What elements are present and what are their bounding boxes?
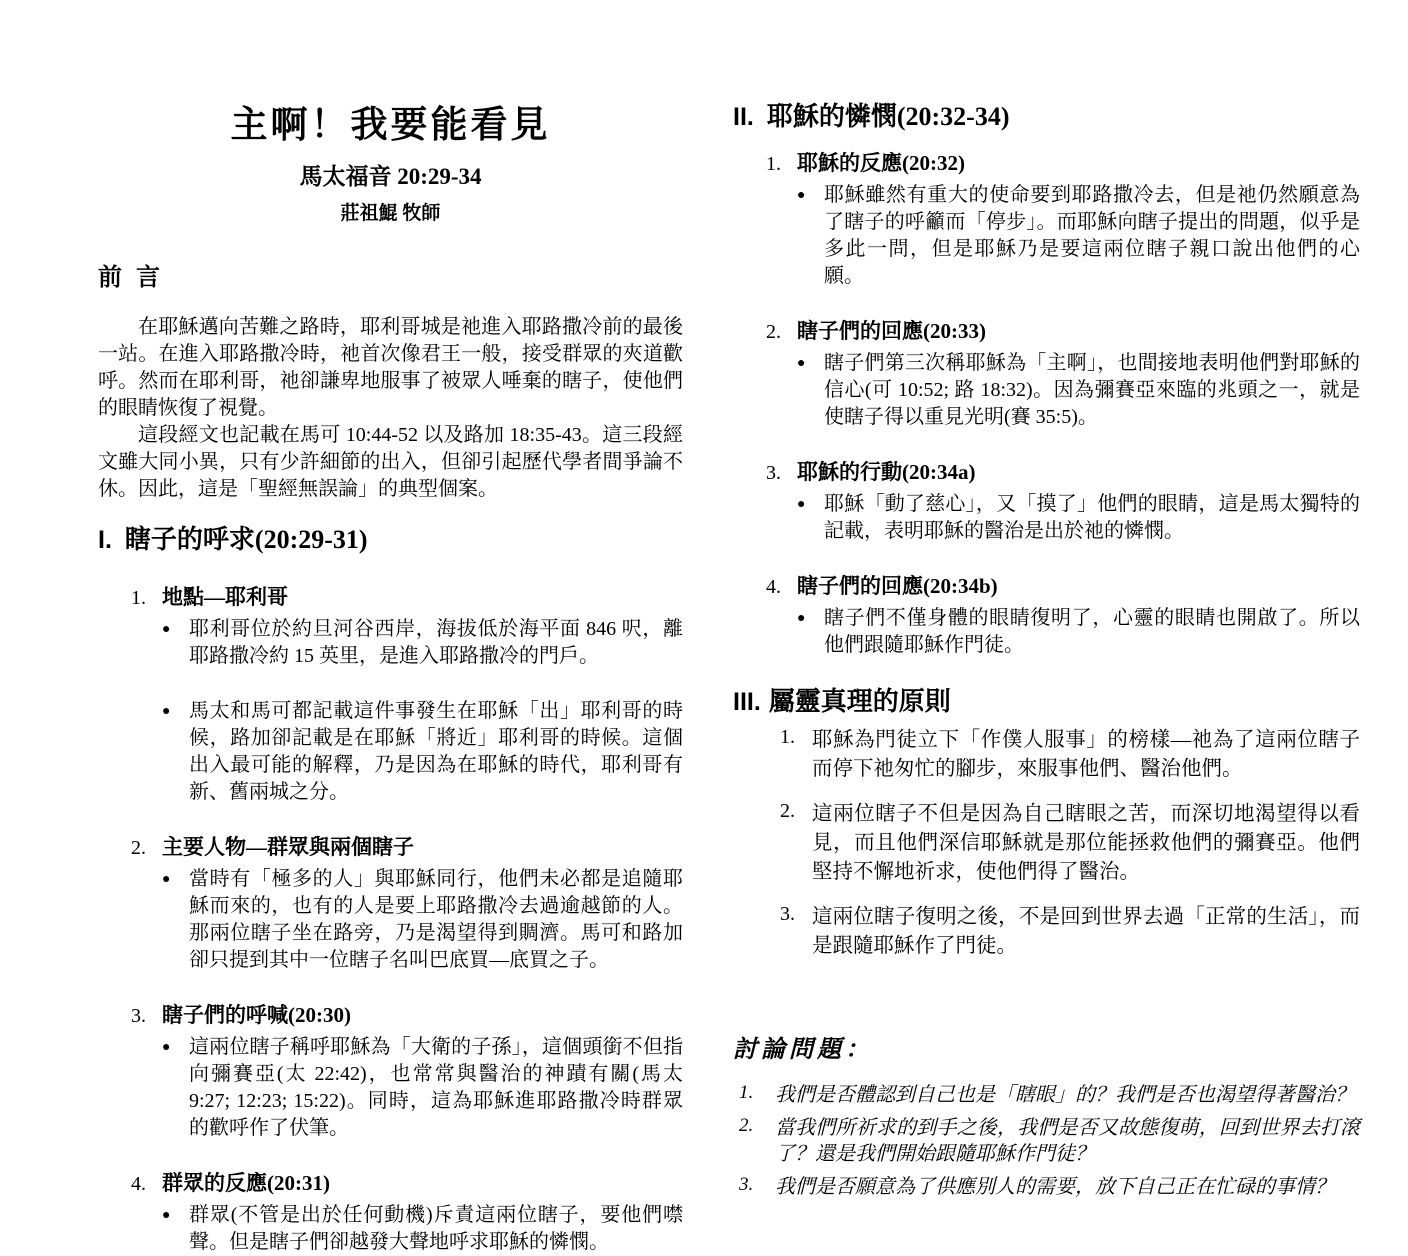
outline-item xyxy=(98,581,683,806)
question-text: 我們是否體認到自己也是「瞎眼」的？我們是否也渴望得著醫治？ xyxy=(775,1084,1355,1106)
bullet-item xyxy=(797,350,1360,431)
outline-item xyxy=(733,315,1360,431)
outline-item xyxy=(98,831,683,974)
section-3-principles xyxy=(733,681,1360,961)
bullet-item xyxy=(797,182,1360,290)
item-heading xyxy=(733,456,1360,486)
bullet-text: 耶利哥位於約旦河谷西岸，海拔低於海平面 846 呎，離耶路撒冷約 15 英里，是進入耶路撒冷的門戶。 xyxy=(189,618,683,667)
preface-paragraph-2: 這段經文也記載在馬可 10:44-52 以及路加 18:35-43。這三段經文雖大同小異，只有少許細節的出入，但卻引起歷代學者間爭論不休。因此，這是「聖經無誤論」的典型個案。 xyxy=(98,424,683,500)
question-number: 3. xyxy=(739,1174,754,1195)
item-heading xyxy=(733,570,1360,600)
bullet-icon: ● xyxy=(797,611,806,626)
principle-item xyxy=(780,726,1360,784)
bullet-text: 群眾(不管是出於任何動機)斥責這兩位瞎子，要他們噤聲。但是瞎子們卻越發大聲地呼求耶穌的憐憫。 xyxy=(189,1204,683,1253)
discussion-section xyxy=(733,1029,1360,1200)
section-2 xyxy=(733,96,1360,659)
item-heading xyxy=(733,147,1360,177)
item-title: 瞎子們的回應(20:33) xyxy=(797,319,986,343)
bullet-icon: ● xyxy=(162,1040,171,1055)
question-number: 2. xyxy=(739,1115,754,1136)
item-heading xyxy=(98,1167,683,1197)
section-2-heading xyxy=(733,96,1360,133)
bullet-item xyxy=(162,1034,683,1142)
bullet-icon: ● xyxy=(797,188,806,203)
bullet-text: 這兩位瞎子稱呼耶穌為「大衛的子孫」，這個頭銜不但指向彌賽亞(太 22:42)，也常常與醫治的神蹟有關(馬太 9:27; 12:23; 15:22)。同時，這為耶穌進耶路撒冷時群眾的歡呼作了伏筆。 xyxy=(189,1036,683,1139)
item-number: 1. xyxy=(131,587,146,609)
item-heading xyxy=(98,581,683,611)
principle-item xyxy=(780,800,1360,887)
item-heading xyxy=(98,831,683,861)
item-heading xyxy=(98,999,683,1029)
item-number: 2. xyxy=(766,321,781,343)
bullet-item xyxy=(162,616,683,670)
principle-text: 這兩位瞎子復明之後，不是回到世界去過「正常的生活」，而是跟隨耶穌作了門徒。 xyxy=(812,906,1360,957)
bullet-item xyxy=(162,866,683,974)
bullet-icon: ● xyxy=(797,356,806,371)
bullet-icon: ● xyxy=(797,497,806,512)
principle-number: 1. xyxy=(780,726,795,748)
discussion-question xyxy=(739,1082,1360,1108)
page-title: 主啊！我要能看見 xyxy=(230,105,551,146)
section-1 xyxy=(98,519,683,1256)
item-number: 4. xyxy=(766,576,781,598)
item-number: 4. xyxy=(131,1173,146,1195)
principle-number: 3. xyxy=(780,903,795,925)
bullet-icon: ● xyxy=(162,872,171,887)
outline-item xyxy=(733,570,1360,659)
bullet-text: 當時有「極多的人」與耶穌同行，他們未必都是追隨耶穌而來的，也有的人是要上耶路撒冷去過逾越節的人。那兩位瞎子坐在路旁，乃是渴望得到賙濟。馬可和路加卻只提到其中一位瞎子名叫巴底買—底買之子。 xyxy=(189,868,683,971)
bullet-text: 馬太和馬可都記載這件事發生在耶穌「出」耶利哥的時候，路加卻記載是在耶穌「將近」耶利哥的時候。這個出入最可能的解釋，乃是因為在耶穌的時代，耶利哥有新、舊兩城之分。 xyxy=(189,700,683,803)
section-2-numeral: II. xyxy=(733,103,754,131)
section-3-heading xyxy=(733,681,1360,718)
section-2-title: 耶穌的憐憫(20:32-34) xyxy=(766,102,1010,131)
principle-text: 耶穌為門徒立下「作僕人服事」的榜樣—祂為了這兩位瞎子而停下祂匆忙的腳步，來服事他們、醫治他們。 xyxy=(812,729,1360,780)
item-number: 3. xyxy=(766,462,781,484)
section-3-numeral: III. xyxy=(733,688,761,716)
item-number: 1. xyxy=(766,153,781,175)
item-number: 3. xyxy=(131,1005,146,1027)
item-title: 群眾的反應(20:31) xyxy=(162,1171,330,1195)
discussion-heading: 討論問題： xyxy=(733,1037,873,1063)
section-3-title: 屬靈真理的原則 xyxy=(768,687,951,716)
section-1-title: 瞎子的呼求(20:29-31) xyxy=(124,525,368,554)
section-1-numeral: I. xyxy=(98,526,112,554)
item-heading xyxy=(733,315,1360,345)
bullet-icon: ● xyxy=(162,622,171,637)
item-title: 地點—耶利哥 xyxy=(162,585,288,609)
item-title: 耶穌的反應(20:32) xyxy=(797,151,965,175)
item-number: 2. xyxy=(131,837,146,859)
bullet-text: 耶穌雖然有重大的使命要到耶路撒冷去，但是祂仍然願意為了瞎子的呼籲而「停步」。而耶穌向瞎子提出的問題，似乎是多此一問，但是耶穌乃是要這兩位瞎子親口說出他們的心願。 xyxy=(824,184,1360,287)
principle-item xyxy=(780,903,1360,961)
right-column xyxy=(733,96,1360,1207)
principle-number: 2. xyxy=(780,800,795,822)
preface-heading: 前 言 xyxy=(98,265,164,291)
principle-text: 這兩位瞎子不但是因為自己瞎眼之苦，而深切地渴望得以看見，而且他們深信耶穌就是那位能拯救他們的彌賽亞。他們堅持不懈地祈求，使他們得了醫治。 xyxy=(812,803,1360,883)
question-number: 1. xyxy=(739,1082,754,1103)
bullet-item xyxy=(797,605,1360,659)
bullet-text: 瞎子們不僅身體的眼睛復明了，心靈的眼睛也開啟了。所以他們跟隨耶穌作門徒。 xyxy=(824,607,1360,656)
question-text: 我們是否願意為了供應別人的需要，放下自己正在忙碌的事情？ xyxy=(775,1176,1335,1198)
outline-item xyxy=(733,456,1360,545)
outline-item xyxy=(98,999,683,1142)
preface-paragraph-1: 在耶穌邁向苦難之路時，耶利哥城是祂進入耶路撒冷前的最後一站。在進入耶路撒冷時，祂首次像君王一般，接受群眾的夾道歡呼。然而在耶利哥，祂卻謙卑地服事了被眾人唾棄的瞎子，使他們的眼睛恢復了視覺。 xyxy=(98,316,683,419)
outline-item xyxy=(98,1167,683,1256)
scripture-reference: 馬太福音 20:29-34 xyxy=(299,164,482,189)
bullet-text: 耶穌「動了慈心」，又「摸了」他們的眼睛，這是馬太獨特的記載，表明耶穌的醫治是出於祂的憐憫。 xyxy=(824,493,1360,542)
item-title: 耶穌的行動(20:34a) xyxy=(797,460,976,484)
bullet-item xyxy=(162,1202,683,1256)
author-name: 莊祖鯤 牧師 xyxy=(340,203,441,224)
bullet-item xyxy=(162,698,683,806)
left-column xyxy=(98,88,683,1256)
item-title: 瞎子們的回應(20:34b) xyxy=(797,574,998,598)
discussion-question xyxy=(739,1115,1360,1167)
item-title: 主要人物—群眾與兩個瞎子 xyxy=(162,835,414,859)
section-1-heading xyxy=(98,519,683,556)
bullet-icon: ● xyxy=(162,1208,171,1223)
item-title: 瞎子們的呼喊(20:30) xyxy=(162,1003,351,1027)
outline-item xyxy=(733,147,1360,290)
bullet-text: 瞎子們第三次稱耶穌為「主啊」，也間接地表明他們對耶穌的信心(可 10:52; 路 18:32)。因為彌賽亞來臨的兆頭之一，就是使瞎子得以重見光明(賽 35:5)。 xyxy=(824,352,1360,428)
bullet-icon: ● xyxy=(162,704,171,719)
discussion-question xyxy=(739,1174,1360,1200)
bullet-item xyxy=(797,491,1360,545)
question-text: 當我們所祈求的到手之後，我們是否又故態復萌，回到世界去打滾了？還是我們開始跟隨耶穌作門徒？ xyxy=(775,1117,1360,1165)
